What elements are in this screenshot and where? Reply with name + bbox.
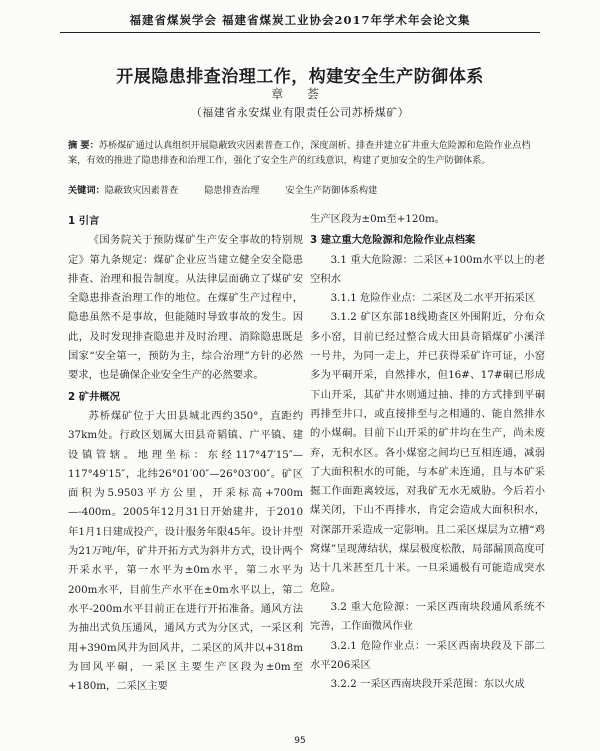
abstract-text: 苏桥煤矿通过认真组织开展隐蔽致灾因素普查工作，深度剖析、排查并建立矿井重大危险源和危险作业点档案，有效的推进了隐患排查和治理工作，强化了安全生产的红线意识，构建了更加安全的生产防御体系。	[68, 140, 531, 166]
affiliation: （福建省永安煤业有限责任公司苏桥煤矿）	[190, 106, 410, 119]
abstract	[68, 138, 546, 168]
keywords	[68, 184, 546, 198]
paragraph: 3.1.2 矿区东部18线勘查区外围附近，分布众多小窑，目前已经过整合成大田县奇韬煤矿小溪洋一号井，为同一走上，并已获得采矿许可证，小窑多为平硐开采，自然排水，但16#、17#硐已形成下山开采，其矿井水则通过抽、排的方式排到平硐再排至井口，或直接排至与之相通的、能自然排水的小煤硐。目前下山开采的矿井均在生产，尚未废弃，无积水区。各小煤窑之间均已互相连通，减弱了大面积积水的可能，与本矿未连通，且与本矿采掘工作面距离较远，对我矿无水无威胁。今后若小煤关闭，下山不再排水，肯定会造成大面积积水，对深部开采造成一定影响。且二采区煤层为立槽“鸡窝煤”呈现薄结状，煤层极度松散，局部漏顶高度可达十几米甚至几十米。一旦采通极有可能造成突水危险。	[310, 311, 545, 594]
section-heading: 1 引言	[68, 215, 100, 227]
keyword: 隐患排查治理	[204, 185, 260, 196]
author: 章 荟	[271, 87, 329, 101]
header-rule	[60, 32, 540, 33]
page-number: 95	[294, 736, 306, 746]
right-column	[310, 210, 545, 694]
left-column	[68, 210, 303, 696]
keywords-label: 关键词：	[68, 185, 105, 196]
paragraph: 3.2.1 危险作业点：一采区西南块段及下部二水平206采区	[310, 639, 545, 671]
paragraph: 3.1.1 危险作业点：二采区及二水平开拓采区	[330, 292, 536, 305]
abstract-label: 摘 要：	[68, 140, 99, 151]
paragraph: 苏桥煤矿位于大田县城北西约350°，直距约37km处。行政区划属大田县奇韬镇、广平镇、建设镇管辖。地理坐标：东经117°47′15″—117°49′15″，北纬26°01′00″—26°03′00″。矿区面积为5.9503平方公里，开采标高+700m—-400m。2005年12月31日开始建井，于2010年1月1日建成投产，设计服务年限45年。设计井型为21万吨/年，矿井开拓方式为斜井方式，设计两个开采水平，第一水平为±0m水平，第二水平为200m水平，目前生产水平在±0m水平以上，第二水平-200m水平目前正在进行开拓准备。通风方法为抽出式负压通风，通风方式为分区式，一采区利用+390m风井为回风井，二采区的风井以+318m为回风平硐，一采区主要生产区段为±0m至+180m，二采区主要	[68, 409, 303, 693]
keyword: 安全生产防御体系构建	[285, 185, 378, 196]
paragraph: 3.1 重大危险源：二采区+100m水平以上的老空积水	[310, 253, 545, 285]
section-heading: 3 建立重大危险源和危险作业点档案	[310, 234, 476, 247]
keyword: 隐蔽致灾因素普查	[104, 185, 179, 196]
paragraph: 3.2 重大危险源：一采区西南块段通风系统不完善，工作面微风作业	[310, 600, 545, 633]
running-header: 福建省煤炭学会 福建省煤炭工业协会2017年学术年会论文集	[129, 13, 471, 27]
paragraph: 3.2.2 一采区西南块段开采范围：东以火成	[330, 678, 525, 691]
paragraph: 《国务院关于预防煤矿生产安全事故的特别规定》第九条规定：煤矿企业应当建立健全安全隐患排查、治理和报告制度。从法律层面确立了煤矿安全隐患排查治理工作的地位。在煤矿生产过程中，隐患虽然不是事故，但能随时导致事故的发生。因此，及时发现排查隐患并及时治理、消除隐患既是国家“安全第一，预防为主，综合治理”方针的必然要求，也是确保企业安全生产的必然要求。	[68, 234, 303, 382]
paragraph: 生产区段为±0m至+120m。	[310, 213, 446, 225]
paper-title: 开展隐患排查治理工作，构建安全生产防御体系	[116, 67, 484, 87]
section-heading: 2 矿井概况	[68, 390, 120, 403]
